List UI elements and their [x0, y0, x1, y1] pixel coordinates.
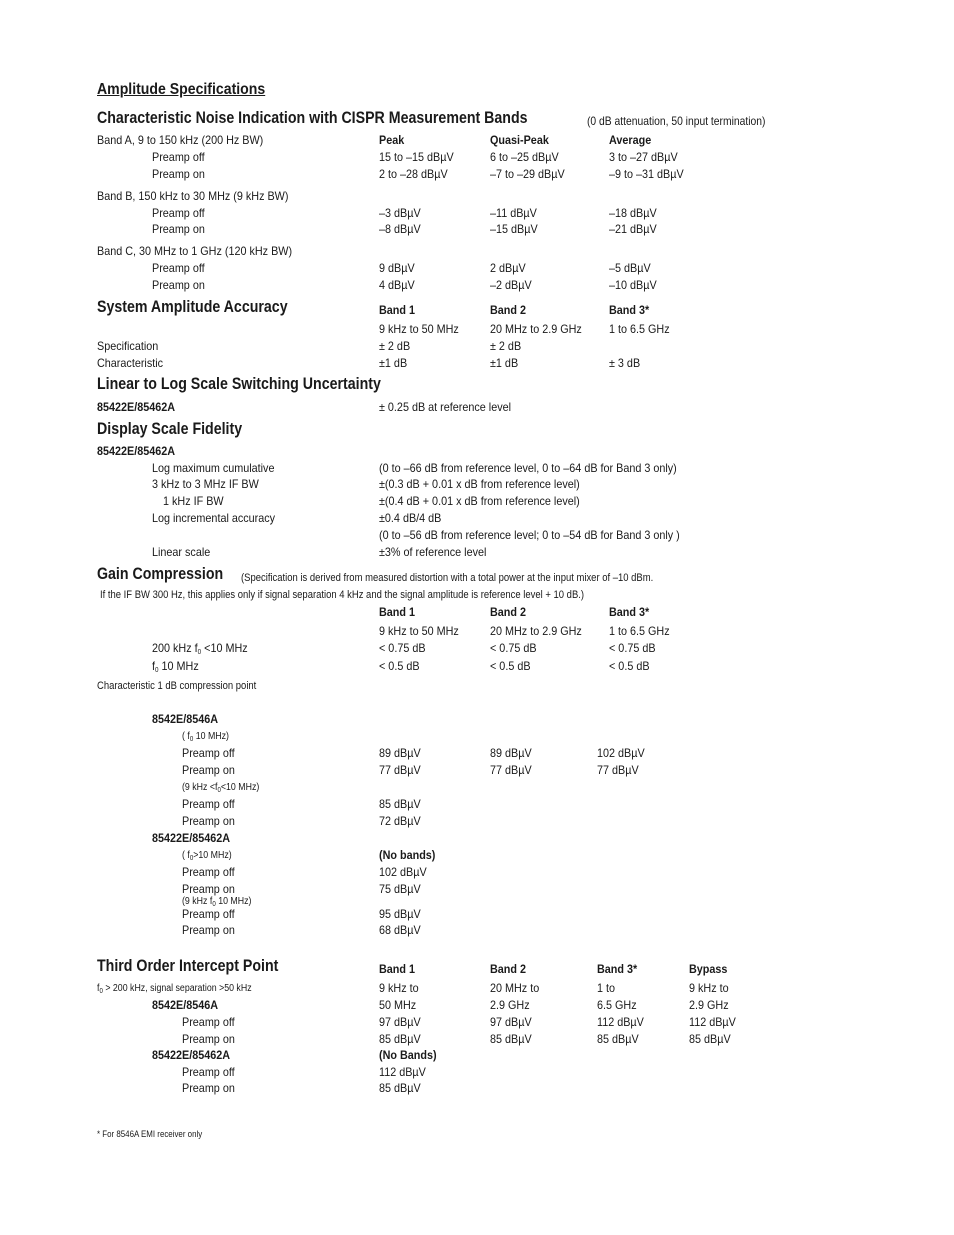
accuracy-band-1: Band 1: [379, 303, 416, 317]
gain-row-2-label: $f_0$ 10 MHz: [152, 659, 199, 674]
gain-heading: Gain Compression: [97, 565, 224, 583]
accuracy-heading: System Amplitude Accuracy: [97, 298, 288, 316]
band-c-preamp-off-label: Preamp off: [152, 261, 205, 275]
fidelity-heading: Display Scale Fidelity: [97, 420, 243, 438]
col-average: Average: [609, 133, 652, 147]
gain-m1-c2-off-v1: 85 dBµV: [379, 797, 421, 811]
toi-heading: Third Order Intercept Point: [97, 957, 279, 975]
toi-m1-on-v2: 85 dBµV: [490, 1032, 532, 1046]
toi-m1-off-v4: 112 dBµV: [689, 1015, 736, 1029]
gain-row-1-band-2: < 0.75 dB: [490, 641, 537, 655]
gain-m2-c1-off-label: Preamp off: [182, 865, 235, 879]
band-a-on-qp: –7 to –29 dBµV: [490, 167, 565, 181]
band-a-off-qp: 6 to –25 dBµV: [490, 150, 559, 164]
gain-m1-c1-off-label: Preamp off: [182, 746, 235, 760]
section-title: Amplitude Specifications: [97, 81, 266, 98]
gain-range-2: 20 MHz to 2.9 GHz: [490, 624, 582, 638]
gain-m1-c1-on-v2: 77 dBµV: [490, 763, 532, 777]
toi-m1-off-v2: 97 dBµV: [490, 1015, 532, 1029]
accuracy-range-2: 20 MHz to 2.9 GHz: [490, 322, 582, 336]
fidelity-log-max-value: (0 to –66 dB from reference level, 0 to –64 dB for Band 3 only): [379, 461, 677, 475]
gain-range-3: 1 to 6.5 GHz: [609, 624, 670, 638]
col-peak: Peak: [379, 133, 405, 147]
gain-m1-c2-off-label: Preamp off: [182, 797, 235, 811]
toi-m1-on-v3: 85 dBµV: [597, 1032, 639, 1046]
gain-m1-c1-off-v1: 89 dBµV: [379, 746, 421, 760]
gain-m2-c2-on-label: Preamp on: [182, 923, 235, 937]
band-a-off-avg: 3 to –27 dBµV: [609, 150, 678, 164]
gain-m1-cond-2: (9 kHz $<f_0<10$ MHz): [182, 782, 260, 794]
col-quasi-peak: Quasi-Peak: [490, 133, 549, 147]
gain-row-1-band-3: < 0.75 dB: [609, 641, 656, 655]
toi-model-85422e: 85422E/85462A: [152, 1048, 231, 1062]
band-b-on-qp: –15 dBµV: [490, 222, 538, 236]
band-c-off-qp: 2 dBµV: [490, 261, 526, 275]
accuracy-range-3: 1 to 6.5 GHz: [609, 322, 670, 336]
toi-range-from-1: 9 kHz to: [379, 981, 419, 995]
fidelity-linear-label: Linear scale: [152, 545, 211, 559]
toi-model-8542e: 8542E/8546A: [152, 998, 219, 1012]
band-c-off-avg: –5 dBµV: [609, 261, 651, 275]
cispr-band-c: Band C, 30 MHz to 1 GHz (120 kHz BW): [97, 244, 293, 258]
band-c-on-peak: 4 dBµV: [379, 278, 415, 292]
cispr-band-a: Band A, 9 to 150 kHz (200 Hz BW): [97, 133, 264, 147]
band-b-off-peak: –3 dBµV: [379, 206, 421, 220]
cispr-note: (0 dB attenuation, 50 input termination): [587, 114, 766, 128]
gain-m2-c2-on-v1: 68 dBµV: [379, 923, 421, 937]
gain-m2-c1-on-v1: 75 dBµV: [379, 882, 421, 896]
gain-m1-c2-on-v1: 72 dBµV: [379, 814, 421, 828]
gain-m2-c2-off-label: Preamp off: [182, 907, 235, 921]
gain-m2-c2-off-v1: 95 dBµV: [379, 907, 421, 921]
gain-m2-cond-1: ( $f_0>10$ MHz): [182, 850, 232, 862]
accuracy-band-2: Band 2: [490, 303, 527, 317]
toi-m1-off-v1: 97 dBµV: [379, 1015, 421, 1029]
toi-m1-on-label: Preamp on: [182, 1032, 235, 1046]
band-c-off-peak: 9 dBµV: [379, 261, 415, 275]
band-c-on-avg: –10 dBµV: [609, 278, 657, 292]
gain-m1-c1-on-v1: 77 dBµV: [379, 763, 421, 777]
band-b-on-avg: –21 dBµV: [609, 222, 657, 236]
accuracy-char-1: ±1 dB: [379, 356, 408, 370]
gain-row-1-band-1: < 0.75 dB: [379, 641, 426, 655]
accuracy-spec-2: ± 2 dB: [490, 339, 522, 353]
accuracy-band-3: Band 3*: [609, 303, 650, 317]
gain-band-2: Band 2: [490, 605, 527, 619]
gain-row-2-band-2: < 0.5 dB: [490, 659, 531, 673]
gain-m2-c1-off-v1: 102 dBµV: [379, 865, 427, 879]
fidelity-model: 85422E/85462A: [97, 444, 176, 458]
gain-row-2-band-1: < 0.5 dB: [379, 659, 420, 673]
gain-m1-c1-on-v3: 77 dBµV: [597, 763, 639, 777]
gain-band-3: Band 3*: [609, 605, 650, 619]
toi-range-from-4: 9 kHz to: [689, 981, 729, 995]
linlog-heading: Linear to Log Scale Switching Uncertainty: [97, 375, 381, 393]
gain-range-1: 9 kHz to 50 MHz: [379, 624, 459, 638]
fidelity-1khz-label: 1 kHz IF BW: [163, 494, 224, 508]
gain-compression-point-label: Characteristic 1 dB compression point: [97, 680, 257, 692]
accuracy-char-3: ± 3 dB: [609, 356, 641, 370]
gain-m1-c1-off-v2: 89 dBµV: [490, 746, 532, 760]
band-c-on-qp: –2 dBµV: [490, 278, 532, 292]
band-a-preamp-off-label: Preamp off: [152, 150, 205, 164]
toi-range-to-4: 2.9 GHz: [689, 998, 729, 1012]
fidelity-linear-value: ±3% of reference level: [379, 545, 487, 559]
toi-condition: $f_0 > 200$ kHz, signal separation >50 kHz: [97, 983, 252, 995]
toi-bypass: Bypass: [689, 962, 728, 976]
band-b-preamp-off-label: Preamp off: [152, 206, 205, 220]
toi-m2-off-v1: 112 dBµV: [379, 1065, 426, 1079]
linlog-model: 85422E/85462A: [97, 400, 176, 414]
gain-m2-cond-2: (9 kHz $f_0$ 10 MHz): [182, 896, 252, 908]
fidelity-log-max-label: Log maximum cumulative: [152, 461, 275, 475]
fidelity-3khz-value: ±(0.3 dB + 0.01 x dB from reference level): [379, 477, 580, 491]
gain-m2-c1-on-label: Preamp on: [182, 882, 235, 896]
band-a-off-peak: 15 to –15 dBµV: [379, 150, 454, 164]
toi-m1-off-label: Preamp off: [182, 1015, 235, 1029]
toi-range-from-3: 1 to: [597, 981, 616, 995]
toi-m1-off-v3: 112 dBµV: [597, 1015, 644, 1029]
fidelity-log-inc-value: ±0.4 dB/4 dB: [379, 511, 442, 525]
toi-m2-no-bands: (No Bands): [379, 1048, 437, 1062]
gain-m1-c1-on-label: Preamp on: [182, 763, 235, 777]
gain-m1-c1-off-v3: 102 dBµV: [597, 746, 645, 760]
toi-m1-on-v4: 85 dBµV: [689, 1032, 731, 1046]
toi-m2-on-label: Preamp on: [182, 1081, 235, 1095]
gain-note-1: (Specification is derived from measured distortion with a total power at the input mixer of –10 dBm.: [241, 572, 654, 584]
accuracy-char-2: ±1 dB: [490, 356, 519, 370]
toi-range-to-2: 2.9 GHz: [490, 998, 530, 1012]
linlog-value: ± 0.25 dB at reference level: [379, 400, 512, 414]
accuracy-range-1: 9 kHz to 50 MHz: [379, 322, 459, 336]
band-c-preamp-on-label: Preamp on: [152, 278, 205, 292]
toi-band-1: Band 1: [379, 962, 416, 976]
gain-m1-cond-1: ( $f_0$ 10 MHz): [182, 731, 229, 743]
band-b-off-qp: –11 dBµV: [490, 206, 537, 220]
band-b-on-peak: –8 dBµV: [379, 222, 421, 236]
band-a-on-peak: 2 to –28 dBµV: [379, 167, 448, 181]
gain-model-8542e: 8542E/8546A: [152, 712, 219, 726]
cispr-band-b: Band B, 150 kHz to 30 MHz (9 kHz BW): [97, 189, 289, 203]
gain-model-85422e: 85422E/85462A: [152, 831, 231, 845]
footnote: * For 8546A EMI receiver only: [97, 1129, 203, 1139]
gain-m1-c2-on-label: Preamp on: [182, 814, 235, 828]
accuracy-char-label: Characteristic: [97, 356, 164, 370]
accuracy-spec-label: Specification: [97, 339, 159, 353]
gain-row-2-band-3: < 0.5 dB: [609, 659, 650, 673]
accuracy-spec-1: ± 2 dB: [379, 339, 411, 353]
fidelity-1khz-value: ±(0.4 dB + 0.01 x dB from reference level): [379, 494, 580, 508]
band-a-preamp-on-label: Preamp on: [152, 167, 205, 181]
toi-m2-on-v1: 85 dBµV: [379, 1081, 421, 1095]
gain-band-1: Band 1: [379, 605, 416, 619]
fidelity-log-inc-range: (0 to –56 dB from reference level; 0 to –54 dB for Band 3 only ): [379, 528, 680, 542]
fidelity-3khz-label: 3 kHz to 3 MHz IF BW: [152, 477, 259, 491]
toi-range-to-1: 50 MHz: [379, 998, 417, 1012]
toi-range-from-2: 20 MHz to: [490, 981, 540, 995]
toi-band-3: Band 3*: [597, 962, 638, 976]
band-b-off-avg: –18 dBµV: [609, 206, 657, 220]
toi-m1-on-v1: 85 dBµV: [379, 1032, 421, 1046]
toi-band-2: Band 2: [490, 962, 527, 976]
band-b-preamp-on-label: Preamp on: [152, 222, 205, 236]
toi-m2-off-label: Preamp off: [182, 1065, 235, 1079]
gain-row-1-label: 200 kHz $f_0 <10$ MHz: [152, 641, 248, 656]
gain-m2-no-bands: (No bands): [379, 848, 436, 862]
band-a-on-avg: –9 to –31 dBµV: [609, 167, 684, 181]
fidelity-log-inc-label: Log incremental accuracy: [152, 511, 276, 525]
cispr-heading: Characteristic Noise Indication with CISPR Measurement Bands: [97, 109, 528, 127]
gain-note-2: If the IF BW 300 Hz, this applies only if signal separation 4 kHz and the signal amplitude is reference level + 10 dB.): [100, 589, 585, 601]
toi-range-to-3: 6.5 GHz: [597, 998, 637, 1012]
